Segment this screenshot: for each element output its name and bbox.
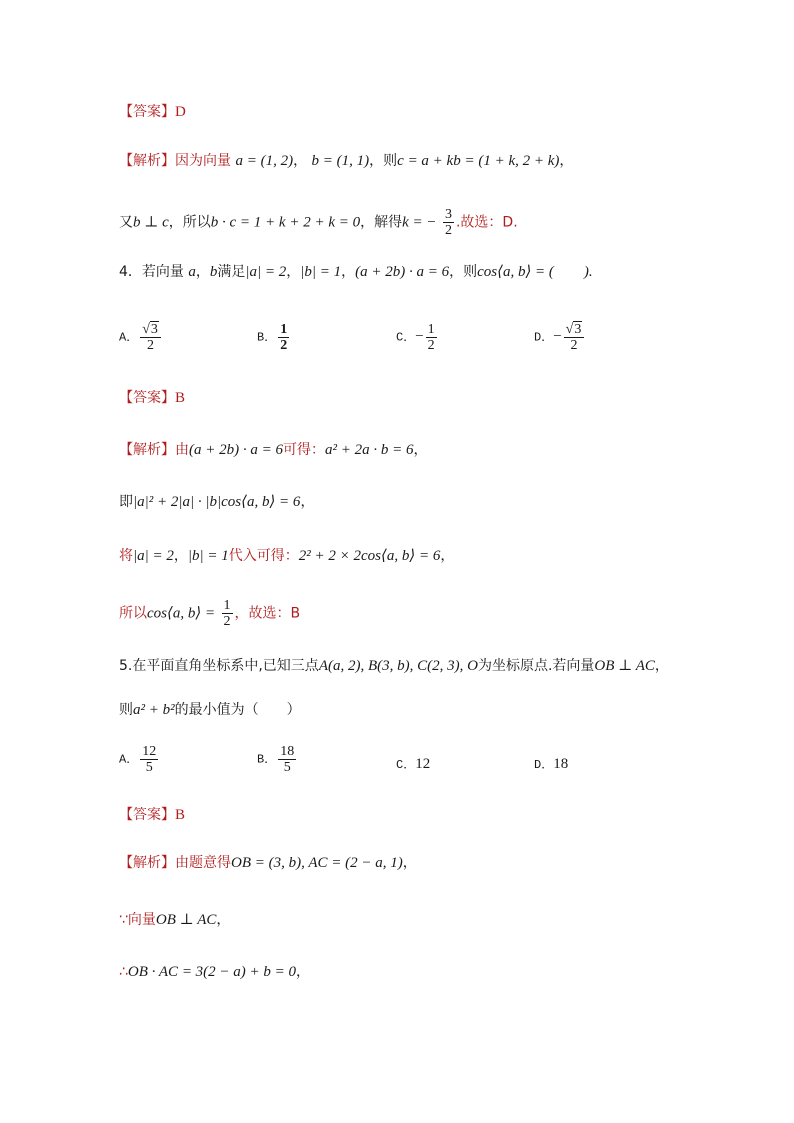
expr: |b| = 1	[187, 548, 229, 564]
frac-den: 2	[147, 338, 155, 353]
q4-analysis-line1	[119, 440, 427, 460]
text: 可得：	[282, 442, 325, 458]
analysis-text: 因为向量	[175, 153, 231, 169]
fraction	[140, 322, 161, 353]
comma: ，	[300, 494, 315, 510]
q4-option-d	[534, 322, 586, 353]
q4-stem	[119, 262, 593, 282]
option-letter: C．	[396, 758, 416, 772]
frac-den: 5	[145, 760, 153, 775]
sqrt: √3	[565, 322, 582, 337]
radicand: 3	[574, 322, 582, 337]
q5-analysis-line3	[119, 962, 310, 982]
text: 将	[119, 548, 133, 564]
answer-label: 【答案】	[119, 390, 175, 406]
frac-den: 2	[427, 338, 435, 353]
minus-sign: −	[415, 328, 424, 345]
q5-option-d	[534, 755, 568, 773]
text: 又	[119, 214, 133, 231]
q5-option-b	[257, 744, 298, 775]
q5-stem-line2	[119, 700, 301, 720]
q3-analysis-line2	[119, 207, 518, 238]
frac-num	[140, 322, 161, 338]
q5-option-c	[396, 755, 430, 773]
fraction	[278, 744, 296, 775]
text: ∴	[119, 964, 128, 980]
frac-num: 3	[444, 207, 452, 222]
frac-den: 2	[444, 223, 452, 238]
expr: OB ⊥ AC	[155, 912, 217, 928]
comma: ，	[654, 658, 669, 674]
answer-value: D	[175, 104, 186, 120]
q3-analysis-line1	[119, 151, 573, 171]
text: 的最小值为（ ）	[174, 702, 301, 718]
minus-sign: −	[553, 328, 562, 345]
option-letter: B．	[257, 752, 277, 767]
option-letter: D．	[534, 330, 554, 345]
q5-analysis-line2	[119, 910, 230, 930]
cond3: (a + 2b) · a = 6	[355, 264, 450, 280]
answer-value: B	[175, 807, 186, 823]
q3-answer-line	[119, 102, 186, 122]
sqrt: √3	[142, 322, 158, 337]
text: ，解得	[360, 214, 403, 231]
fraction	[222, 598, 233, 629]
perp-expr: OB ⊥ AC	[594, 658, 655, 674]
fraction	[564, 322, 585, 353]
comma: ，	[286, 264, 301, 280]
text: ∵向量	[119, 912, 156, 928]
answer-label: 【答案】	[119, 807, 175, 823]
vector-c-eq: c = a + kb = (1 + k, 2 + k)	[397, 153, 560, 169]
comma: ，	[402, 855, 417, 871]
q4-analysis-line4	[119, 598, 300, 629]
q5-answer-line	[119, 805, 185, 825]
conclusion: .故选：D.	[455, 214, 518, 231]
analysis-label: 【解析】	[119, 855, 175, 871]
points-expr: A(a, 2), B(3, b), C(2, 3), O	[318, 658, 478, 674]
text: 满足	[217, 264, 246, 280]
comma: ，	[559, 153, 574, 169]
ask-expr: cos⟨a, b⟩ = ( ).	[477, 264, 593, 280]
answer-label: 【答案】	[119, 104, 175, 120]
frac-den: 5	[283, 760, 291, 775]
cond2: |b| = 1	[300, 264, 342, 280]
q4-option-b	[257, 322, 291, 353]
text: 则	[119, 702, 133, 718]
text: 即	[119, 494, 133, 510]
fraction	[278, 322, 289, 353]
dot-expr: b · c = 1 + k + 2 + k = 0	[210, 214, 361, 231]
perp-expr: b ⊥ c	[133, 214, 169, 231]
frac-den: 2	[223, 614, 231, 629]
text: 所以	[119, 605, 147, 622]
q5-analysis-line1	[119, 853, 417, 873]
analysis-label: 【解析】	[119, 442, 175, 458]
option-letter: C．	[396, 330, 416, 345]
conclusion: ，故选：B	[234, 605, 301, 622]
expr: |a| = 2	[133, 548, 174, 564]
comma: ，	[195, 264, 210, 280]
radicand: 3	[150, 322, 158, 337]
then-text: ，则	[369, 153, 398, 169]
q4-answer-line	[119, 388, 185, 408]
frac-num: 18	[280, 744, 295, 759]
vector-b-eq: b = (1, 1)	[311, 153, 370, 169]
q4-option-c	[396, 322, 439, 353]
frac-num: 1	[223, 598, 231, 613]
comma: ，	[296, 964, 311, 980]
comma: ，	[440, 548, 455, 564]
cond1: |a| = 2	[245, 264, 287, 280]
analysis-label: 【解析】	[119, 153, 175, 169]
q4-option-a	[119, 322, 163, 353]
comma: ，	[216, 912, 231, 928]
expr: a² + b²	[133, 702, 175, 718]
vec-b: b	[209, 264, 218, 280]
comma: ，	[173, 548, 188, 564]
option-value: 12	[415, 756, 431, 772]
vector-a-eq: a = (1, 2)	[235, 153, 294, 169]
frac-num: 12	[142, 744, 157, 759]
text: 为坐标原点.若向量	[477, 658, 595, 674]
expr: (a + 2b) · a = 6	[189, 442, 283, 458]
frac-den: 2	[280, 338, 288, 353]
fraction	[443, 207, 454, 238]
expr: OB · AC = 3(2 − a) + b = 0	[127, 964, 297, 980]
text: 5.在平面直角坐标系中,已知三点	[119, 658, 319, 674]
q4-analysis-line2	[119, 492, 314, 512]
frac-den: 2	[570, 338, 578, 353]
frac-num: 1	[280, 322, 288, 337]
expr: OB = (3, b), AC = (2 − a, 1)	[231, 855, 403, 871]
expr: |a|² + 2|a| · |b|cos⟨a, b⟩ = 6	[133, 494, 301, 510]
expr: 2² + 2 × 2cos⟨a, b⟩ = 6	[298, 548, 441, 564]
text: 由	[175, 442, 189, 458]
q4-analysis-line3	[119, 546, 454, 566]
text: ，则	[449, 264, 478, 280]
comma: ，	[413, 442, 428, 458]
option-letter: B．	[257, 330, 277, 345]
text: 由题意得	[175, 855, 231, 871]
vec-a: a	[188, 264, 196, 280]
frac-num: 1	[427, 322, 435, 337]
frac-num	[564, 322, 585, 338]
option-value: 18	[553, 756, 569, 772]
comma: ，	[293, 153, 308, 169]
comma: ，	[341, 264, 356, 280]
expr: a² + 2a · b = 6	[324, 442, 414, 458]
q5-stem-line1	[119, 656, 669, 676]
text: ，所以	[168, 214, 211, 231]
expr: cos⟨a, b⟩ =	[147, 605, 216, 622]
option-letter: A．	[119, 752, 139, 767]
question-number: 4．若向量	[119, 264, 184, 280]
fraction	[140, 744, 158, 775]
answer-value: B	[175, 390, 186, 406]
option-letter: A．	[119, 330, 139, 345]
option-letter: D．	[534, 758, 554, 772]
k-expr: k = −	[402, 214, 437, 231]
q5-option-a	[119, 744, 160, 775]
text: 代入可得：	[228, 548, 299, 564]
fraction	[426, 322, 437, 353]
